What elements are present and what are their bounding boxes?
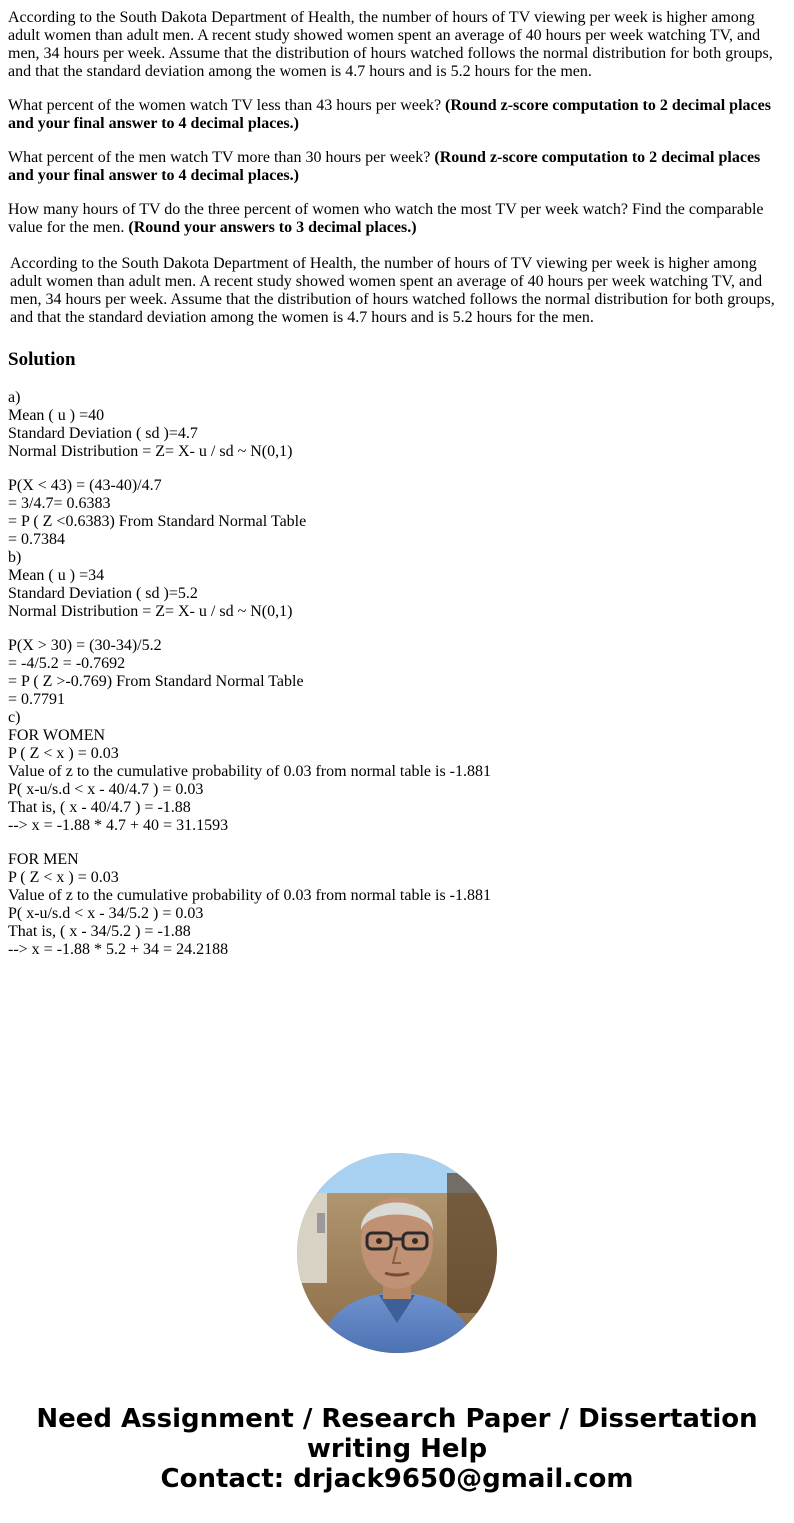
solution-line: P( x-u/s.d < x - 40/4.7 ) = 0.03 bbox=[8, 781, 204, 798]
question-1-note: (Round z-score computation to 2 decimal places and your final answer to 4 decimal places.) bbox=[8, 97, 771, 132]
solution-line: P ( Z < x ) = 0.03 bbox=[8, 745, 119, 762]
question-2-text: What percent of the men watch TV more than 30 hours per week? bbox=[8, 149, 435, 166]
question-2-note: (Round z-score computation to 2 decimal places and your final answer to 4 decimal places.) bbox=[8, 149, 761, 184]
solution-line: Standard Deviation ( sd )=4.7 bbox=[8, 425, 198, 442]
solution-line: c) bbox=[8, 709, 21, 726]
question-2 bbox=[8, 149, 783, 185]
solution-line: FOR WOMEN bbox=[8, 727, 106, 744]
solution-line: = 3/4.7= 0.6383 bbox=[8, 495, 111, 512]
solution-line: Mean ( u ) =34 bbox=[8, 567, 105, 584]
solution-line: P(X < 43) = (43-40)/4.7 bbox=[8, 477, 162, 494]
solution-line: = 0.7384 bbox=[8, 531, 66, 548]
footer-line: writing Help bbox=[306, 1434, 488, 1464]
spacer bbox=[8, 835, 768, 851]
solution-line: = -4/5.2 = -0.7692 bbox=[8, 655, 126, 672]
author-portrait-image bbox=[297, 1153, 497, 1353]
question-repeat: According to the South Dakota Department of Health, the number of hours of TV viewing per week is higher among adult women than adult men. A recent study showed women spent an average of 40 hours per week watching TV, and men, 34 hours per week. Assume that the distribution of hours watched follows the normal distribution for both groups, and that the standard deviation among the women is 4.7 hours and is 5.2 hours for the men. bbox=[10, 255, 775, 326]
solution-line: b) bbox=[8, 549, 22, 566]
solution-line: --> x = -1.88 * 5.2 + 34 = 24.2188 bbox=[8, 941, 229, 958]
solution-line: Value of z to the cumulative probability of 0.03 from normal table is -1.881 bbox=[8, 887, 491, 904]
question-1-text: What percent of the women watch TV less than 43 hours per week? bbox=[8, 97, 446, 114]
question-intro: According to the South Dakota Department of Health, the number of hours of TV viewing per week is higher among adult women than adult men. A recent study showed women spent an average of 40 hours per week watching TV, and men, 34 hours per week. Assume that the distribution of hours watched follows the normal distribution for both groups, and that the standard deviation among the women is 4.7 hours and is 5.2 hours for the men. bbox=[8, 9, 773, 80]
solution-line: FOR MEN bbox=[8, 851, 79, 868]
solution-line: Normal Distribution = Z= X- u / sd ~ N(0,1) bbox=[8, 443, 293, 460]
question-3-text: How many hours of TV do the three percent of women who watch the most TV per week watch? Find the comparable value for the men. bbox=[8, 201, 764, 236]
contact-email: Contact: drjack9650@gmail.com bbox=[160, 1464, 634, 1494]
solution-line: Mean ( u ) =40 bbox=[8, 407, 105, 424]
solution-body bbox=[8, 389, 768, 959]
solution-line: a) bbox=[8, 389, 21, 406]
solution-line: Normal Distribution = Z= X- u / sd ~ N(0,1) bbox=[8, 603, 293, 620]
solution-line: = P ( Z <0.6383) From Standard Normal Table bbox=[8, 513, 307, 530]
solution-line: --> x = -1.88 * 4.7 + 40 = 31.1593 bbox=[8, 817, 229, 834]
question-3-note: (Round your answers to 3 decimal places.) bbox=[128, 219, 417, 236]
solution-line: = 0.7791 bbox=[8, 691, 66, 708]
question-3 bbox=[8, 201, 783, 237]
solution-heading: Solution bbox=[8, 349, 76, 370]
solution-line: P(X > 30) = (30-34)/5.2 bbox=[8, 637, 162, 654]
solution-line: P( x-u/s.d < x - 34/5.2 ) = 0.03 bbox=[8, 905, 204, 922]
solution-line: That is, ( x - 34/5.2 ) = -1.88 bbox=[8, 923, 191, 940]
contact-banner bbox=[0, 1404, 794, 1494]
solution-line: Standard Deviation ( sd )=5.2 bbox=[8, 585, 198, 602]
solution-line: P ( Z < x ) = 0.03 bbox=[8, 869, 119, 886]
spacer bbox=[8, 461, 768, 477]
solution-line: = P ( Z >-0.769) From Standard Normal Table bbox=[8, 673, 304, 690]
spacer bbox=[8, 621, 768, 637]
solution-line: That is, ( x - 40/4.7 ) = -1.88 bbox=[8, 799, 191, 816]
author-avatar bbox=[297, 1153, 497, 1353]
question-1 bbox=[8, 97, 783, 133]
footer-line: Need Assignment / Research Paper / Dissertation bbox=[36, 1404, 758, 1434]
solution-line: Value of z to the cumulative probability of 0.03 from normal table is -1.881 bbox=[8, 763, 491, 780]
